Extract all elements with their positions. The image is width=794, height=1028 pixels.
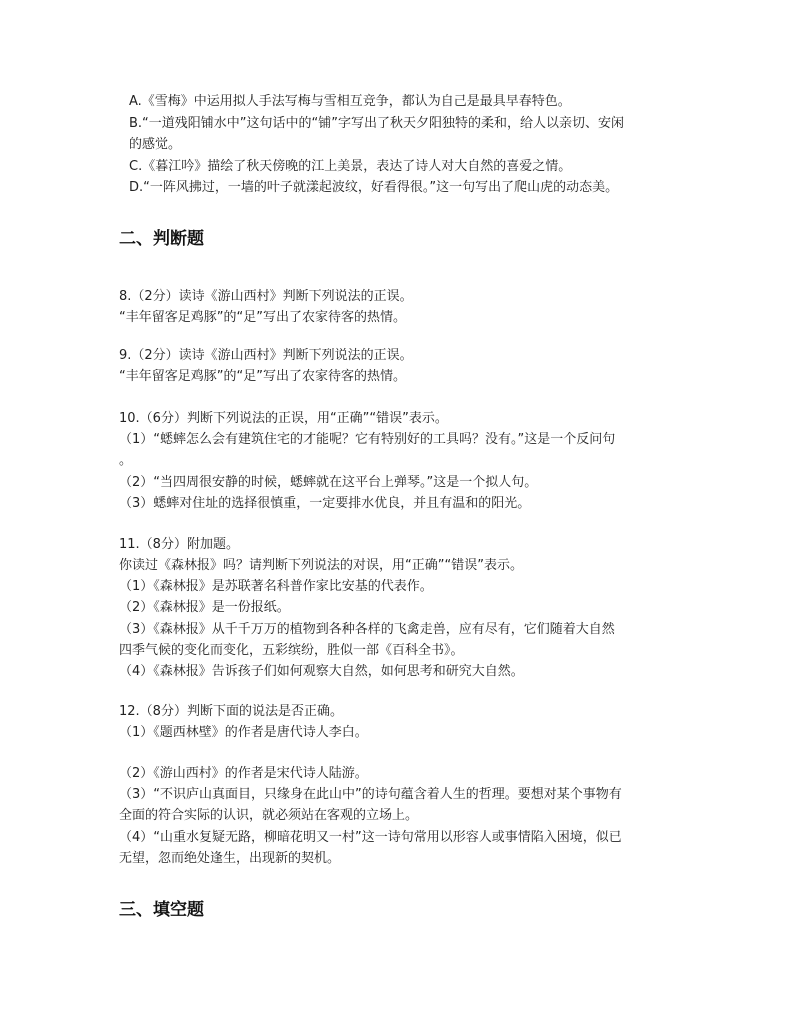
- question-10-item-3: （3）蟋蟀对住址的选择很慎重，一定要排水优良，并且有温和的阳光。: [119, 496, 531, 511]
- question-10-stem: 10.（6分）判断下列说法的正误，用“正确”“错误”表示。: [119, 411, 448, 426]
- option-d: D.“一阵风拂过，一墙的叶子就漾起波纹，好看得很。”这一句写出了爬山虎的动态美。: [129, 180, 619, 195]
- question-11-prompt: 你读过《森林报》吗？请判断下列说法的对误，用“正确”“错误”表示。: [119, 558, 523, 573]
- question-11-item-1: （1）《森林报》是苏联著名科普作家比安基的代表作。: [119, 579, 433, 594]
- question-8-statement: “丰年留客足鸡豚”的“足”写出了农家待客的热情。: [119, 310, 406, 325]
- option-a: A.《雪梅》中运用拟人手法写梅与雪相互竞争，都认为自己是最具早春特色。: [129, 94, 571, 109]
- option-b: B.“一道残阳铺水中”这句话中的“铺”字写出了秋天夕阳独特的柔和，给人以亲切、安闲: [129, 116, 624, 131]
- section-heading-fill-in: 三、填空题: [119, 900, 204, 920]
- question-10-item-1-continued: 。: [119, 453, 133, 468]
- question-10-item-2: （2）“当四周很安静的时候，蟋蟀就在这平台上弹琴。”这是一个拟人句。: [119, 475, 538, 490]
- question-11-stem: 11.（8分）附加题。: [119, 537, 239, 552]
- section-heading-judgement: 二、判断题: [119, 229, 204, 249]
- question-9-stem: 9.（2分）读诗《游山西村》判断下列说法的正误。: [119, 348, 413, 363]
- question-11-item-2: （2）《森林报》是一份报纸。: [119, 600, 290, 615]
- question-9-statement: “丰年留客足鸡豚”的“足”写出了农家待客的热情。: [119, 369, 406, 384]
- question-11-item-3: （3）《森林报》从千千万万的植物到各种各样的飞禽走兽，应有尽有，它们随着大自然: [119, 622, 615, 637]
- option-c: C.《暮江吟》描绘了秋天傍晚的江上美景，表达了诗人对大自然的喜爱之情。: [129, 159, 572, 174]
- question-12-stem: 12.（8分）判断下面的说法是否正确。: [119, 704, 343, 719]
- question-11-item-3-continued: 四季气候的变化而变化，五彩缤纷，胜似一部《百科全书》。: [119, 643, 464, 658]
- question-12-item-4-continued: 无望，忽而绝处逢生，出现新的契机。: [119, 851, 341, 866]
- question-12-item-3-continued: 全面的符合实际的认识，就必须站在客观的立场上。: [119, 808, 419, 823]
- question-12-item-3: （3）“不识庐山真面目，只缘身在此山中”的诗句蕴含着人生的哲理。要想对某个事物有: [119, 787, 622, 802]
- question-12-item-4: （4）“山重水复疑无路，柳暗花明又一村”这一诗句常用以形容人或事情陷入困境，似已: [119, 830, 622, 845]
- question-12-item-2: （2）《游山西村》的作者是宋代诗人陆游。: [119, 766, 368, 781]
- question-10-item-1: （1）“蟋蟀怎么会有建筑住宅的才能呢？它有特别好的工具吗？没有。”这是一个反问句: [119, 432, 616, 447]
- option-b-continued: 的感觉。: [129, 137, 182, 152]
- question-8-stem: 8.（2分）读诗《游山西村》判断下列说法的正误。: [119, 289, 413, 304]
- question-11-item-4: （4）《森林报》告诉孩子们如何观察大自然，如何思考和研究大自然。: [119, 664, 524, 679]
- question-12-item-1: （1）《题西林壁》的作者是唐代诗人李白。: [119, 725, 368, 740]
